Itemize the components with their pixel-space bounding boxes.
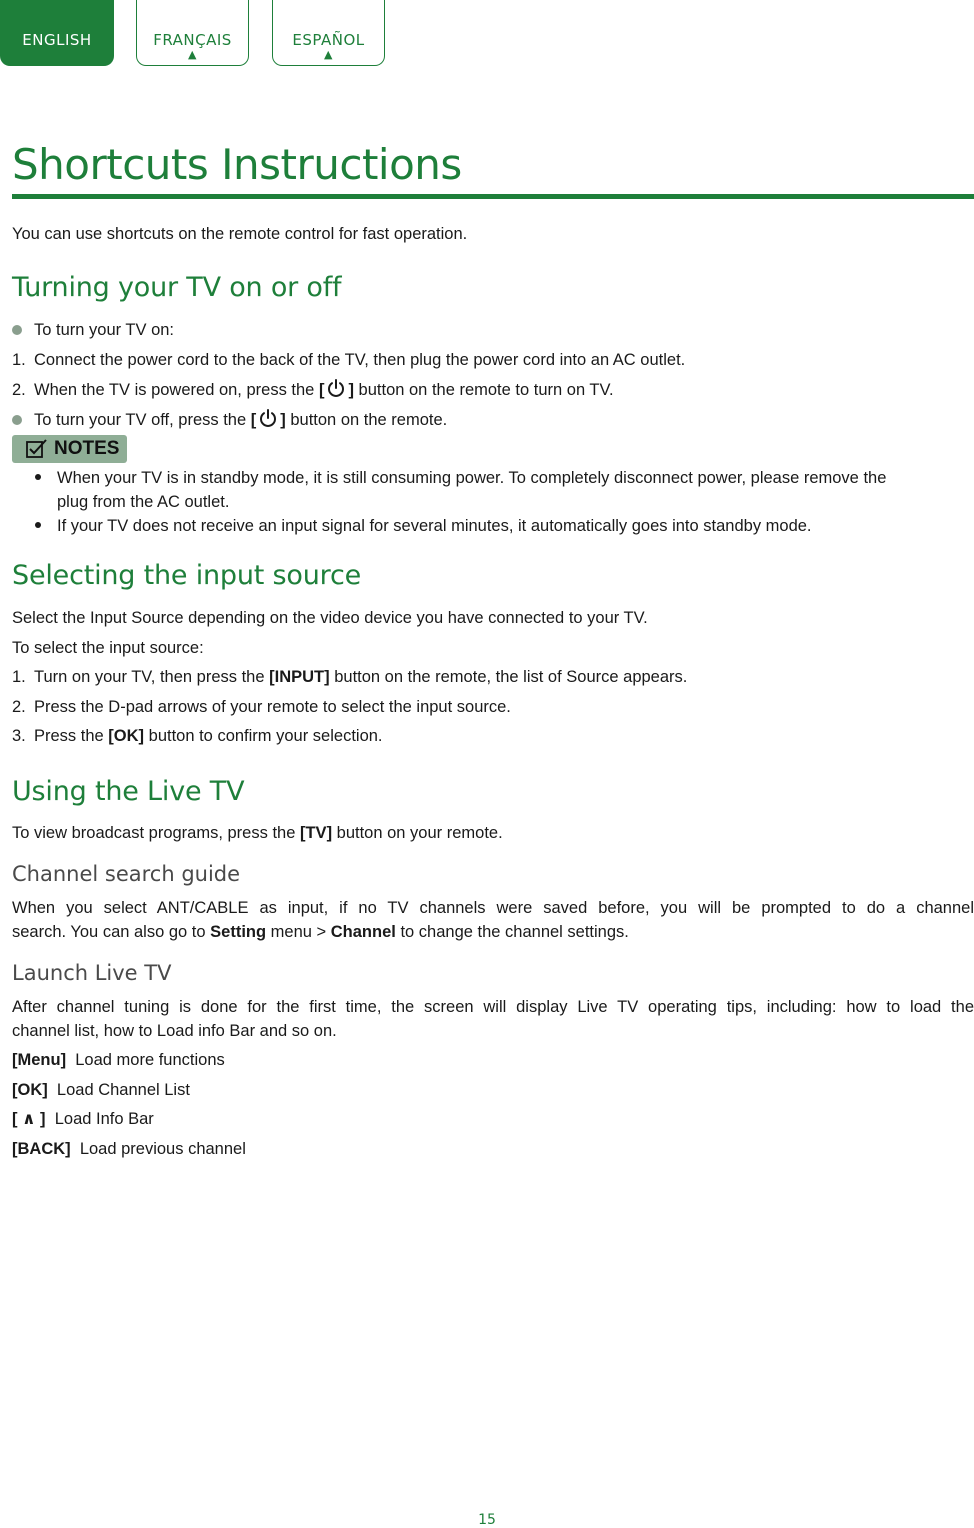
step-text: Press the	[34, 727, 104, 745]
subheading-launch-live-tv: Launch Live TV	[12, 961, 172, 985]
up-arrow-icon: ▲	[188, 48, 197, 61]
power-on-label: To turn your TV on:	[34, 321, 175, 339]
tab-francais-label: FRANÇAIS	[153, 31, 232, 49]
launch-live-tv-text	[12, 995, 974, 1043]
key-label: [Menu]	[12, 1051, 67, 1069]
section-heading-input: Selecting the input source	[12, 560, 362, 591]
key-ok: [OK]	[108, 727, 145, 745]
note-2	[57, 514, 812, 538]
page-title: Shortcuts Instructions	[12, 140, 462, 189]
input-step-2	[12, 695, 511, 719]
bracket-open: [	[318, 381, 325, 399]
input-line-1: Select the Input Source depending on the video device you have connected to your TV.	[12, 609, 648, 627]
key-row-back	[12, 1137, 246, 1161]
key-label: [OK]	[12, 1081, 48, 1099]
key-description: Load Info Bar	[54, 1110, 154, 1128]
notes-label: NOTES	[54, 438, 120, 459]
tab-espanol[interactable]	[272, 0, 385, 66]
key-row-ok	[12, 1078, 190, 1102]
key-label: [BACK]	[12, 1140, 71, 1158]
bracket-open: [	[250, 411, 257, 429]
step-text: button on the remote, the list of Source appears.	[334, 668, 688, 686]
step-number: 2.	[12, 698, 26, 716]
key-description: Load Channel List	[56, 1081, 190, 1099]
key-label: [ ∧ ]	[12, 1110, 46, 1128]
step-text: Connect the power cord to the back of the TV, then plug the power cord into an AC outlet.	[34, 351, 686, 369]
channel-search-text	[12, 896, 974, 944]
step-number: 1.	[12, 351, 26, 369]
step-text: Turn on your TV, then press the	[34, 668, 265, 686]
key-tv: [TV]	[299, 824, 333, 842]
checkbox-note-icon	[26, 439, 50, 459]
bullet-icon	[35, 522, 41, 528]
step-text: button on the remote to turn on TV.	[358, 381, 614, 399]
channel-search-text-part: to change the channel settings.	[400, 923, 629, 941]
setting-label: Setting	[210, 923, 267, 941]
section-heading-power: Turning your TV on or off	[12, 272, 342, 303]
power-off-text: To turn your TV off, press the	[34, 411, 247, 429]
power-off-text: button on the remote.	[290, 411, 448, 429]
key-row-menu	[12, 1048, 225, 1072]
note-1	[57, 466, 886, 490]
tab-espanol-label: ESPAÑOL	[292, 31, 365, 49]
step-text: button to confirm your selection.	[148, 727, 383, 745]
up-arrow-icon: ▲	[324, 48, 333, 61]
bracket-close: ]	[280, 411, 286, 429]
key-row-up	[12, 1107, 154, 1131]
live-text: To view broadcast programs, press the	[12, 824, 296, 842]
bullet-dot-icon	[12, 415, 22, 425]
channel-search-line-2	[12, 920, 974, 944]
step-number: 3.	[12, 727, 26, 745]
launch-line-2: channel list, how to Load info Bar and so on.	[12, 1022, 337, 1040]
step-number: 2.	[12, 381, 26, 399]
input-step-1	[12, 665, 687, 689]
tab-francais[interactable]	[136, 0, 249, 66]
input-line-2: To select the input source:	[12, 639, 204, 657]
step-text: Press the D-pad arrows of your remote to select the input source.	[34, 698, 511, 716]
channel-search-line-1: When you select ANT/CABLE as input, if no TV channels were saved before, you will be prompted to do a channel	[12, 899, 974, 917]
channel-search-text-part: search. You can also go to	[12, 923, 206, 941]
input-step-3	[12, 724, 383, 748]
live-tv-line	[12, 821, 503, 845]
live-text: button on your remote.	[336, 824, 503, 842]
notes-badge	[12, 435, 127, 463]
title-divider	[12, 194, 974, 199]
power-icon	[258, 408, 278, 428]
step-number: 1.	[12, 668, 26, 686]
tab-english-label: ENGLISH	[22, 31, 92, 49]
tab-english[interactable]	[0, 0, 114, 66]
bullet-icon	[35, 474, 41, 480]
key-input: [INPUT]	[269, 668, 330, 686]
note-text: When your TV is in standby mode, it is still consuming power. To completely disconnect power, please remove the	[57, 469, 887, 487]
bullet-dot-icon	[12, 325, 22, 335]
step-text: When the TV is powered on, press the	[34, 381, 315, 399]
channel-search-text-part: menu >	[270, 923, 327, 941]
power-step-2	[12, 378, 614, 402]
channel-label: Channel	[330, 923, 396, 941]
section-heading-live-tv: Using the Live TV	[12, 776, 245, 807]
intro-text: You can use shortcuts on the remote control for fast operation.	[12, 225, 468, 243]
power-on-item	[12, 318, 174, 342]
power-off-item	[12, 408, 447, 432]
launch-line-1: After channel tuning is done for the first time, the screen will display Live TV operating tips, including: how to load the	[12, 998, 974, 1016]
page-number: 15	[478, 1512, 496, 1528]
key-description: Load previous channel	[79, 1140, 246, 1158]
bracket-close: ]	[348, 381, 354, 399]
power-icon	[326, 378, 346, 398]
note-1-cont: plug from the AC outlet.	[57, 493, 230, 511]
subheading-channel-search: Channel search guide	[12, 862, 241, 886]
power-step-1	[12, 348, 685, 372]
key-description: Load more functions	[75, 1051, 225, 1069]
note-text: If your TV does not receive an input signal for several minutes, it automatically goes into standby mode.	[57, 517, 812, 535]
